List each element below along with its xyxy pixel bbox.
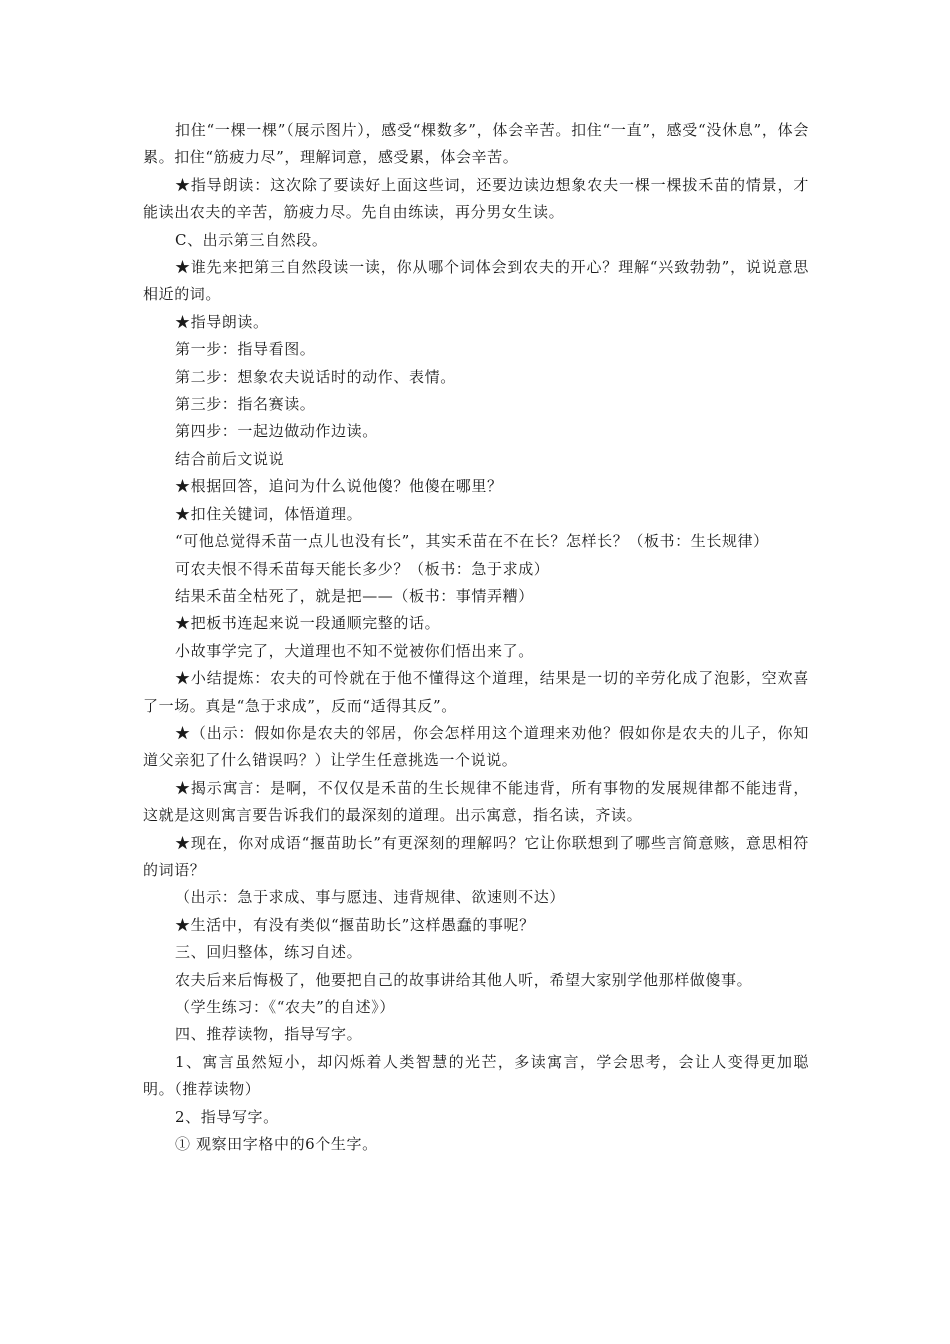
paragraph: ★揭示寓言：是啊，不仅仅是禾苗的生长规律不能违背，所有事物的发展规律都不能违背，这就是这则寓言要告诉我们的最深刻的道理。出示寓意，指名读，齐读。: [143, 778, 809, 825]
paragraph: （学生练习：《“农夫”的自述》）: [175, 998, 395, 1016]
paragraph: 第三步：指名赛读。: [175, 395, 316, 414]
paragraph: 三、回归整体，练习自述。: [175, 943, 363, 962]
paragraph: ★根据回答，追问为什么说他傻？他傻在哪里？: [175, 477, 503, 496]
paragraph: 结果禾苗全枯死了，就是把——（板书：事情弄糟）: [175, 586, 534, 605]
paragraph: ★扣住关键词，体悟道理。: [175, 504, 363, 523]
paragraph: ★指导朗读。: [175, 312, 269, 331]
paragraph: ★现在，你对成语“揠苗助长”有更深刻的理解吗？它让你联想到了哪些言简意赅，意思相符的词语？: [143, 833, 809, 879]
paragraph: 2、指导写字。: [175, 1107, 279, 1126]
paragraph: ★生活中，有没有类似“揠苗助长”这样愚蠢的事呢？: [175, 915, 535, 934]
paragraph: ★把板书连起来说一段通顺完整的话。: [175, 614, 441, 633]
paragraph: ① 观察田字格中的6个生字。: [175, 1135, 378, 1154]
paragraph: （出示：急于求成、事与愿违、违背规律、欲速则不达）: [175, 888, 566, 907]
paragraph: 四、推荐读物，指导写字。: [175, 1025, 363, 1044]
paragraph: ★谁先来把第三自然段读一读，你从哪个词体会到农夫的开心？理解“兴致勃勃”，说说意思相近的词。: [143, 258, 809, 304]
paragraph: “可他总觉得禾苗一点儿也没有长”，其实禾苗在不在长？怎样长？（板书：生长规律）: [175, 532, 769, 551]
paragraph: ★小结提炼：农夫的可怜就在于他不懂得这个道理，结果是一切的辛劳化成了泡影，空欢喜了一场。真是“急于求成”，反而“适得其反”。: [143, 669, 809, 715]
paragraph: 小故事学完了，大道理也不知不觉被你们悟出来了。: [175, 641, 534, 660]
paragraph: ★指导朗读：这次除了要读好上面这些词，还要边读边想象农夫一棵一棵拔禾苗的情景，才能读出农夫的辛苦，筋疲力尽。先自由练读，再分男女生读。: [143, 175, 809, 222]
document-body: [143, 117, 809, 1158]
paragraph: 第二步：想象农夫说话时的动作、表情。: [175, 367, 456, 386]
paragraph: ★（出示：假如你是农夫的邻居，你会怎样用这个道理来劝他？假如你是农夫的儿子，你知道父亲犯了什么错误吗？）让学生任意挑选一个说说。: [143, 723, 809, 770]
paragraph: 结合前后文说说: [175, 449, 285, 468]
paragraph: 1、寓言虽然短小，却闪烁着人类智慧的光芒，多读寓言，学会思考，会让人变得更加聪明。（推荐读物）: [143, 1052, 809, 1099]
paragraph: 第四步：一起边做动作边读。: [175, 422, 378, 441]
paragraph: C、出示第三自然段。: [175, 230, 328, 249]
paragraph: 农夫后来后悔极了，他要把自己的故事讲给其他人听，希望大家别学他那样做傻事。: [175, 970, 753, 989]
paragraph: 第一步：指导看图。: [175, 340, 316, 359]
paragraph: 扣住“一棵一棵”（展示图片），感受“棵数多”，体会辛苦。扣住“一直”，感受“没休息”，体会累。扣住“筋疲力尽”，理解词意，感受累，体会辛苦。: [143, 121, 809, 167]
paragraph: 可农夫恨不得禾苗每天能长多少？（板书：急于求成）: [175, 559, 550, 578]
